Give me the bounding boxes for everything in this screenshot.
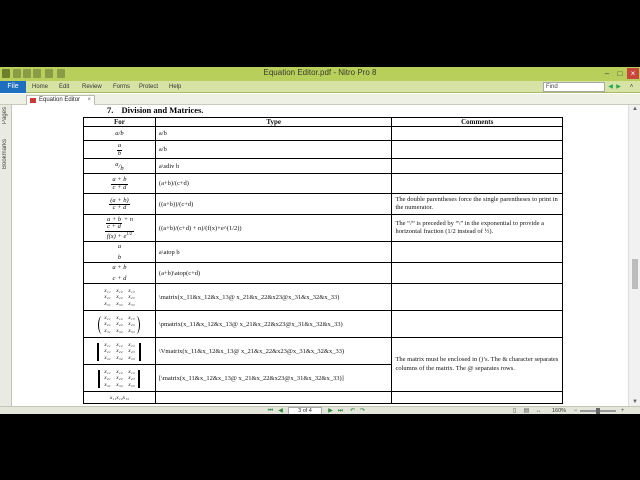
type-code: ((a+b)/(c+d) + n)/(f(x)+e^(1/2)) bbox=[155, 215, 392, 242]
rendered-equation bbox=[84, 365, 156, 392]
matrix-element: x₃₁ bbox=[104, 327, 111, 334]
rendered-equation bbox=[84, 215, 156, 242]
rendered-equation bbox=[84, 284, 156, 311]
previous-page-icon[interactable]: ◀ bbox=[278, 408, 283, 414]
menu-forms[interactable]: Forms bbox=[113, 84, 130, 90]
first-page-icon[interactable]: ⏮ bbox=[267, 408, 274, 414]
minimize-button[interactable]: – bbox=[604, 69, 610, 78]
matrix-element: x₁₂ bbox=[116, 341, 123, 348]
matrix-element: x₁₁ bbox=[104, 314, 111, 321]
rendered-equation bbox=[84, 174, 156, 194]
table-row bbox=[84, 284, 563, 311]
rendered-equation bbox=[84, 141, 156, 159]
ribbon-menu bbox=[0, 81, 640, 93]
scroll-down-icon[interactable]: ▼ bbox=[632, 399, 638, 405]
ribbon-collapse-icon[interactable]: ˄ bbox=[629, 84, 634, 90]
matrix-element: x₁₃ bbox=[128, 314, 135, 321]
table-row bbox=[84, 392, 563, 404]
type-code: \matrix(x_11&x_12&x_13@ x_21&x_22&x23@x_31&x_32&x_33) bbox=[155, 284, 392, 311]
header-comments: Comments bbox=[392, 118, 563, 127]
document-view[interactable] bbox=[12, 105, 628, 406]
tab-label: Equation Editor bbox=[39, 97, 81, 103]
table-row bbox=[84, 194, 563, 215]
next-page-icon[interactable]: ▶ bbox=[328, 408, 333, 414]
matrix-element: x₃₃ bbox=[128, 327, 135, 334]
matrix-element: x₃₂ bbox=[116, 381, 123, 388]
denominator: b bbox=[117, 149, 122, 157]
type-code: (a+b)/(c+d) bbox=[155, 174, 392, 194]
rendered-equation: a/b bbox=[84, 127, 156, 141]
equation-table bbox=[83, 117, 563, 404]
find-next-icon[interactable]: ▶ bbox=[616, 84, 621, 90]
zoom-out-icon[interactable]: − bbox=[573, 408, 578, 414]
table-row bbox=[84, 215, 563, 242]
matrix-element: x₃₃ bbox=[128, 381, 135, 388]
matrix-element: x₁₂ bbox=[116, 287, 123, 294]
numerator: a bbox=[115, 160, 119, 168]
comment-cell bbox=[392, 159, 563, 174]
matrix-brackets bbox=[98, 370, 140, 389]
matrix-element: x₃₃ bbox=[128, 354, 135, 361]
matrix-element: x₂₁ bbox=[104, 375, 111, 382]
pages-panel-tab[interactable]: Pages bbox=[2, 107, 8, 125]
header-for: For bbox=[84, 118, 156, 127]
type-code: (a+b)\atop(c+d) bbox=[155, 263, 392, 284]
matrix-element: x₂₂ bbox=[116, 375, 123, 382]
rendered-equation bbox=[84, 242, 156, 263]
page-number-input[interactable]: 3 of 4 bbox=[288, 407, 322, 414]
matrix-element: x₂₁ bbox=[104, 348, 111, 355]
comment-cell bbox=[392, 141, 563, 159]
exponent: 1/2 bbox=[126, 230, 133, 236]
tab-equation-editor[interactable] bbox=[26, 95, 95, 105]
comment-cell: The “/” is preceded by “\” in the exponential to provide a horizontal fraction (1/2 instead of ½). bbox=[392, 215, 563, 242]
rendered-equation bbox=[84, 194, 156, 215]
zoom-in-icon[interactable]: + bbox=[620, 408, 625, 414]
type-code: a/b bbox=[155, 127, 392, 141]
matrix-element: x₂₂ bbox=[116, 321, 123, 328]
matrix-element: x₂₁ bbox=[104, 294, 111, 301]
type-code: a\atop b bbox=[155, 242, 392, 263]
document-tab-bar bbox=[0, 94, 640, 105]
rendered-equation bbox=[84, 338, 156, 365]
status-bar bbox=[0, 406, 640, 414]
atop-top: a + b bbox=[112, 264, 127, 271]
type-code: [\matrix(x_11&x_12&x_13@ x_21&x_22&x23@x_31&x_32&x_33)] bbox=[155, 365, 392, 392]
menu-help[interactable]: Help bbox=[169, 84, 182, 90]
matrix-parentheses bbox=[98, 316, 140, 335]
atop-bottom: c + d bbox=[112, 274, 127, 282]
matrix-element: x₃₁ bbox=[104, 381, 111, 388]
comment-cell: The matrix must be enclosed in ()’s. The & character separates columns of the matrix. The @ separates rows. bbox=[392, 338, 563, 392]
numerator: a bbox=[117, 142, 122, 149]
matrix-element: x₂₃ bbox=[128, 321, 135, 328]
table-row bbox=[84, 242, 563, 263]
matrix-element: x₃₃ bbox=[128, 300, 135, 307]
comment-cell bbox=[392, 311, 563, 338]
fit-width-icon[interactable]: ↔ bbox=[535, 408, 542, 414]
section-title: Division and Matrices. bbox=[121, 105, 204, 115]
type-code: a/b bbox=[155, 141, 392, 159]
denominator: f(x) + e bbox=[106, 232, 127, 240]
type-code: ((a+b))/(c+d) bbox=[155, 194, 392, 215]
comment-cell bbox=[392, 242, 563, 263]
matrix-element: x₂₂ bbox=[116, 294, 123, 301]
bookmarks-panel-tab[interactable]: Bookmarks bbox=[2, 139, 8, 170]
zoom-level[interactable]: 160% bbox=[552, 408, 567, 414]
rendered-equation: x₁₁x₁₂x₁₃ bbox=[84, 392, 156, 404]
menu-home[interactable]: Home bbox=[32, 84, 49, 90]
matrix-element: x₃₂ bbox=[116, 327, 123, 334]
type-code: a\sdiv b bbox=[155, 159, 392, 174]
matrix-element: x₁₃ bbox=[128, 341, 135, 348]
comment-cell: The double parentheses force the single parentheses to print in the numerator. bbox=[392, 194, 563, 215]
matrix-element: x₁₁ bbox=[104, 368, 111, 375]
matrix-element: x₃₂ bbox=[116, 300, 123, 307]
comment-cell bbox=[392, 284, 563, 311]
forward-icon[interactable]: ↷ bbox=[359, 408, 366, 414]
comment-cell bbox=[392, 263, 563, 284]
matrix-element: x₁₂ bbox=[116, 368, 123, 375]
matrix-element: x₂₃ bbox=[128, 294, 135, 301]
tab-close-icon[interactable]: × bbox=[87, 97, 92, 103]
matrix-element: x₁₃ bbox=[128, 368, 135, 375]
matrix-element: x₁₂ bbox=[116, 314, 123, 321]
table-row bbox=[84, 311, 563, 338]
numerator: a + b bbox=[112, 176, 127, 183]
header-type: Type bbox=[155, 118, 392, 127]
menu-review[interactable]: Review bbox=[82, 84, 102, 90]
menu-protect[interactable]: Protect bbox=[139, 84, 159, 90]
comment-cell bbox=[392, 174, 563, 194]
section-heading bbox=[107, 105, 203, 115]
matrix-element: x₂₃ bbox=[128, 348, 135, 355]
maximize-button[interactable]: □ bbox=[617, 69, 623, 78]
plus-n: + n bbox=[123, 215, 133, 223]
table-row bbox=[84, 127, 563, 141]
table-row bbox=[84, 338, 563, 365]
rendered-equation bbox=[84, 311, 156, 338]
matrix-element: x₃₁ bbox=[104, 354, 111, 361]
last-page-icon[interactable]: ⏭ bbox=[337, 408, 344, 414]
table-row bbox=[84, 263, 563, 284]
type-code: \Vmatrix(x_11&x_12&x_13@ x_21&x_22&x23@x_31&x_32&x_33) bbox=[155, 338, 392, 365]
continuous-icon[interactable]: ▤ bbox=[523, 408, 530, 414]
find-previous-icon[interactable]: ◀ bbox=[608, 84, 613, 90]
inner-denominator: c + d bbox=[107, 223, 121, 231]
rendered-equation: a/b bbox=[84, 159, 156, 174]
atop-bottom: b bbox=[117, 253, 122, 261]
denominator: c + d bbox=[112, 204, 127, 211]
comment-cell bbox=[392, 127, 563, 141]
denominator: b bbox=[120, 164, 124, 172]
inner-numerator: a + b bbox=[106, 215, 122, 223]
denominator: c + d bbox=[112, 183, 127, 191]
title-bar bbox=[0, 67, 640, 81]
type-code: \pmatrix(x_11&x_12&x_13@ x_21&x_22&x23@x_31&x_32&x_33) bbox=[155, 311, 392, 338]
table-row bbox=[84, 174, 563, 194]
window-title: Equation Editor.pdf - Nitro Pro 8 bbox=[263, 68, 377, 77]
matrix-element: x₂₁ bbox=[104, 321, 111, 328]
comment-cell bbox=[392, 392, 563, 404]
matrix-element: x₃₁ bbox=[104, 300, 111, 307]
atop-top: a bbox=[117, 243, 122, 250]
app-window bbox=[0, 67, 640, 414]
matrix-element: x₃₂ bbox=[116, 354, 123, 361]
matrix-element: x₁₁ bbox=[104, 287, 111, 294]
find-input[interactable]: Find bbox=[543, 82, 605, 92]
matrix-plain bbox=[99, 289, 139, 308]
pdf-icon bbox=[30, 98, 36, 103]
back-icon[interactable]: ↶ bbox=[349, 408, 356, 414]
close-button[interactable]: × bbox=[627, 68, 639, 79]
table-header-row bbox=[84, 118, 563, 127]
type-code bbox=[155, 392, 392, 404]
scroll-up-icon[interactable]: ▲ bbox=[632, 106, 638, 112]
section-number: 7. bbox=[107, 105, 114, 115]
matrix-element: x₂₂ bbox=[116, 348, 123, 355]
scroll-thumb[interactable] bbox=[632, 259, 638, 289]
menu-edit[interactable]: Edit bbox=[59, 84, 70, 90]
zoom-slider-handle[interactable] bbox=[596, 408, 600, 414]
matrix-element: x₁₁ bbox=[104, 341, 111, 348]
single-page-icon[interactable]: ▯ bbox=[512, 408, 517, 414]
file-menu-button[interactable]: File bbox=[0, 81, 26, 93]
rendered-equation bbox=[84, 263, 156, 284]
table-row bbox=[84, 141, 563, 159]
matrix-element: x₁₃ bbox=[128, 287, 135, 294]
matrix-element: x₂₃ bbox=[128, 375, 135, 382]
numerator: (a + b) bbox=[110, 196, 129, 204]
left-side-panel bbox=[0, 105, 12, 406]
matrix-double-bars bbox=[97, 343, 141, 362]
table-row bbox=[84, 159, 563, 174]
vertical-scrollbar[interactable] bbox=[628, 105, 640, 406]
